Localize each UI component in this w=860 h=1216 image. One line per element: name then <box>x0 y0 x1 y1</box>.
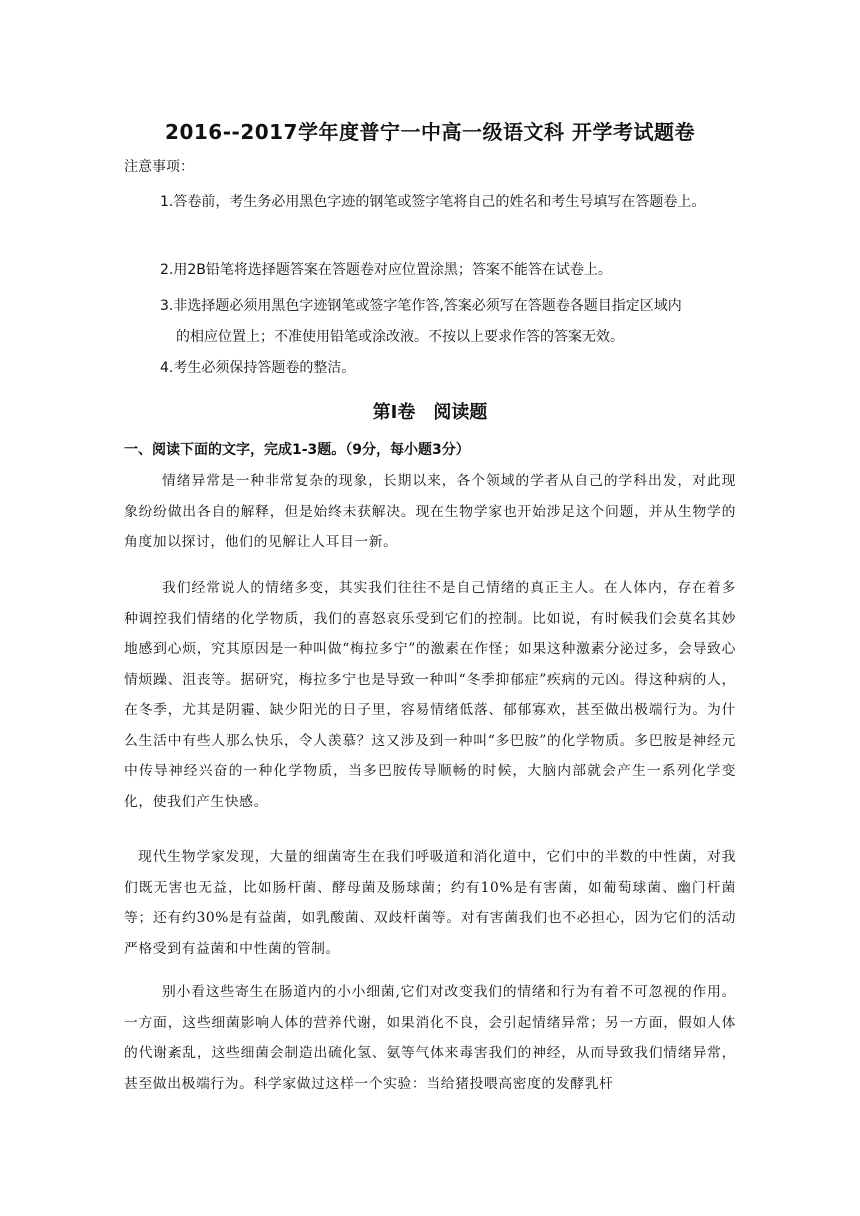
section-title: 第Ⅰ卷 阅读题 <box>372 402 488 423</box>
reading-paragraph: 我们经常说人的情绪多变，其实我们往往不是自己情绪的真正主人。在人体内，存在着多种调控我们情绪的化学物质，我们的喜怒哀乐受到它们的控制。比如说，有时候我们会莫名其妙地感到心烦，究其原因是一种叫做“梅拉多宁”的激素在作怪；如果这种激素分泌过多，会导致心情烦躁、沮丧等。据研究，梅拉多宁也是导致一种叫“冬季抑郁症”疾病的元凶。得这种病的人，在冬季，尤其是阴霾、缺少阳光的日子里，容易情绪低落、郁郁寡欢，甚至做出极端行为。为什么生活中有些人那么快乐，令人羡慕？这又涉及到一种叫“多巴胺”的化学物质。多巴胺是神经元中传导神经兴奋的一种化学物质，当多巴胺传导顺畅的时候，大脑内部就会产生一系列化学变化，使我们产生快感。 <box>124 580 736 810</box>
notice-item-3 <box>160 291 736 353</box>
notice-item-4: 4.考生必须保持答题卷的整洁。 <box>160 360 356 376</box>
question-heading: 一、阅读下面的文字，完成1-3题。（9分，每小题3分） <box>124 442 470 458</box>
reading-paragraph: 别小看这些寄生在肠道内的小小细菌,它们对改变我们的情绪和行为有着不可忽视的作用。一方面，这些细菌影响人体的营养代谢，如果消化不良，会引起情绪异常；另一方面，假如人体的代谢紊乱，这些细菌会制造出硫化氢、氨等气体来毒害我们的神经，从而导致我们情绪异常，甚至做出极端行为。科学家做过这样一个实验：当给猪投喂高密度的发酵乳杆 <box>124 984 736 1092</box>
notice-item-3-line-2: 的相应位置上；不准使用铅笔或涂改液。不按以上要求作答的答案无效。 <box>176 329 624 345</box>
reading-paragraph: 现代生物学家发现，大量的细菌寄生在我们呼吸道和消化道中，它们中的半数的中性菌，对我们既无害也无益，比如肠杆菌、酵母菌及肠球菌；约有10%是有害菌，如葡萄球菌、幽门杆菌等；还有约30%是有益菌，如乳酸菌、双歧杆菌等。对有害菌我们也不必担心，因为它们的活动严格受到有益菌和中性菌的管制。 <box>124 849 736 957</box>
notice-item-2: 2.用2B铅笔将选择题答案在答题卷对应位置涂黑；答案不能答在试卷上。 <box>160 262 612 278</box>
notice-item-3-line-1: 3.非选择题必须用黑色字迹钢笔或签字笔作答,答案必须写在答题卷各题目指定区域内 <box>160 298 682 314</box>
exam-title: 2016--2017学年度普宁一中高一级语文科 开学考试题卷 <box>165 120 695 144</box>
reading-paragraph: 情绪异常是一种非常复杂的现象，长期以来，各个领域的学者从自己的学科出发，对此现象纷纷做出各自的解释，但是始终未获解决。现在生物学家也开始涉足这个问题，并从生物学的角度加以探讨，他们的见解让人耳目一新。 <box>124 473 736 550</box>
notice-heading: 注意事项： <box>124 159 194 175</box>
notice-item-1: 1.答卷前，考生务必用黑色字迹的钢笔或签字笔将自己的姓名和考生号填写在答题卷上。 <box>160 194 706 210</box>
